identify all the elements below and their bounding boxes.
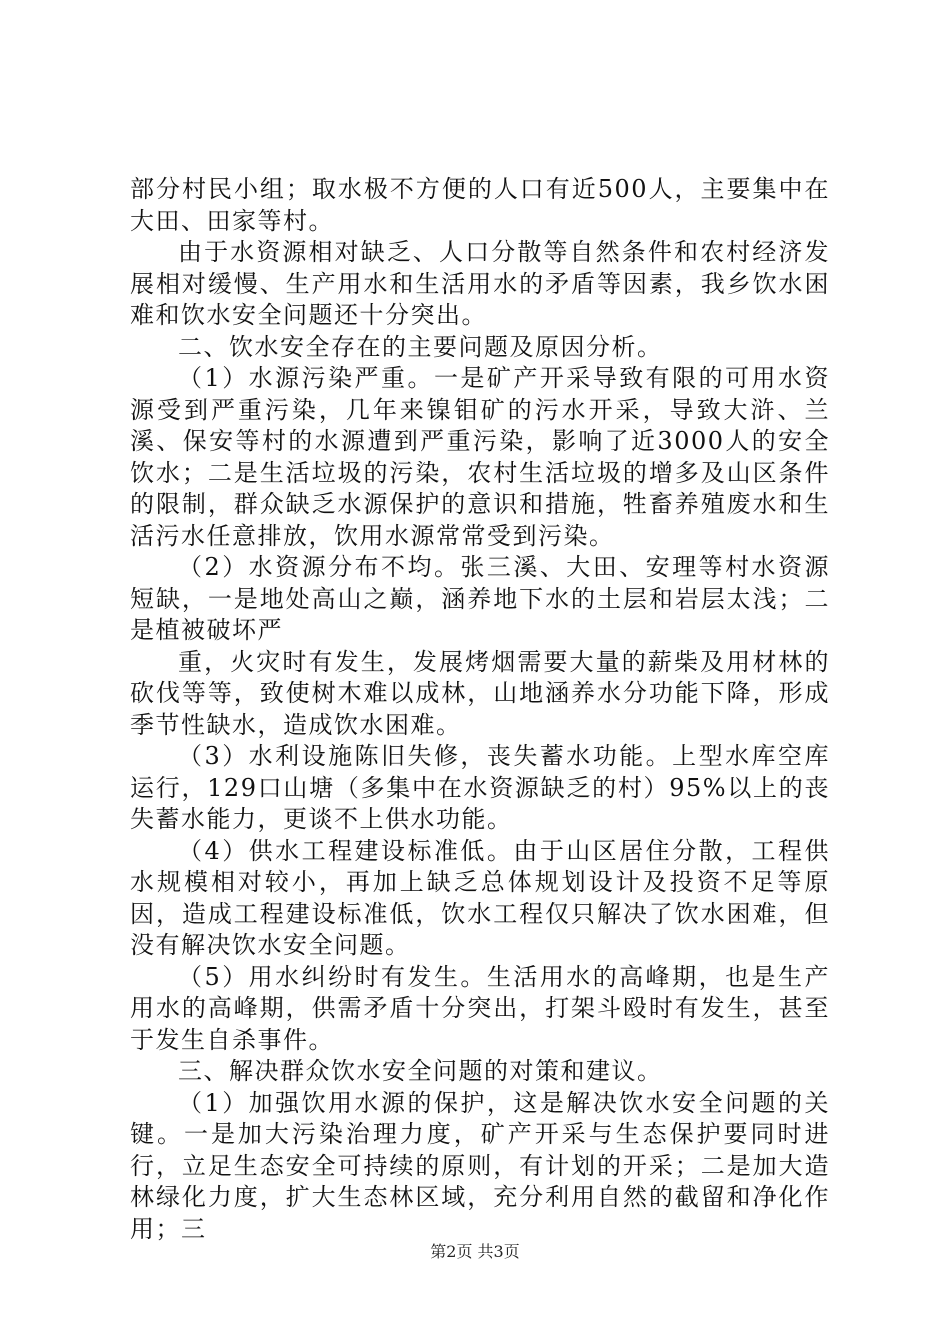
paragraph-1: 部分村民小组；取水极不方便的人口有近500人，主要集中在大田、田家等村。 (130, 175, 830, 235)
paragraph-measure-1: （1）加强饮用水源的保护，这是解决饮水安全问题的关键。一是加大污染治理力度，矿产开采与生态保护要同时进行，立足生态安全可持续的原则，有计划的开采；二是加大造林绿化力度，扩大生态林区域，充分利用自然的截留和净化作用；三 (130, 1088, 830, 1243)
paragraph-item-4: （4）供水工程建设标准低。由于山区居住分散，工程供水规模相对较小，再加上缺乏总体规划设计及投资不足等原因，造成工程建设标准低，饮水工程仅只解决了饮水困难，但没有解决饮水安全问题。 (130, 836, 830, 959)
document-body (130, 174, 830, 1245)
section-heading-3: 三、解决群众饮水安全问题的对策和建议。 (178, 1057, 663, 1085)
paragraph-item-2: （2）水资源分布不均。张三溪、大田、安理等村水资源短缺，一是地处高山之巅，涵养地下水的土层和岩层太浅；二是植被破坏严 (130, 553, 830, 644)
paragraph-item-1: （1）水源污染严重。一是矿产开采导致有限的可用水资源受到严重污染，几年来镍钼矿的污水开采，导致大浒、兰溪、保安等村的水源遭到严重污染，影响了近3000人的安全饮水；二是生活垃圾的污染，农村生活垃圾的增多及山区条件的限制，群众缺乏水源保护的意识和措施，牲畜养殖废水和生活污水任意排放，饮用水源常常受到污染。 (130, 364, 830, 550)
section-heading-2: 二、饮水安全存在的主要问题及原因分析。 (178, 332, 663, 361)
page-number-footer: 第2页 共3页 (430, 1242, 520, 1261)
paragraph-item-2-continued: 重，火灾时有发生，发展烤烟需要大量的薪柴及用材林的砍伐等等，致使树木难以成林，山地涵养水分功能下降，形成季节性缺水，造成饮水困难。 (130, 647, 830, 739)
paragraph-item-3: （3）水利设施陈旧失修，丧失蓄水功能。上型水库空库运行，129口山塘（多集中在水资源缺乏的村）95%以上的丧失蓄水能力，更谈不上供水功能。 (130, 742, 830, 833)
paragraph-item-5: （5）用水纠纷时有发生。生活用水的高峰期，也是生产用水的高峰期，供需矛盾十分突出，打架斗殴时有发生，甚至于发生自杀事件。 (130, 962, 830, 1054)
paragraph-2: 由于水资源相对缺乏、人口分散等自然条件和农村经济发展相对缓慢、生产用水和生活用水的矛盾等因素，我乡饮水困难和饮水安全问题还十分突出。 (130, 238, 830, 329)
